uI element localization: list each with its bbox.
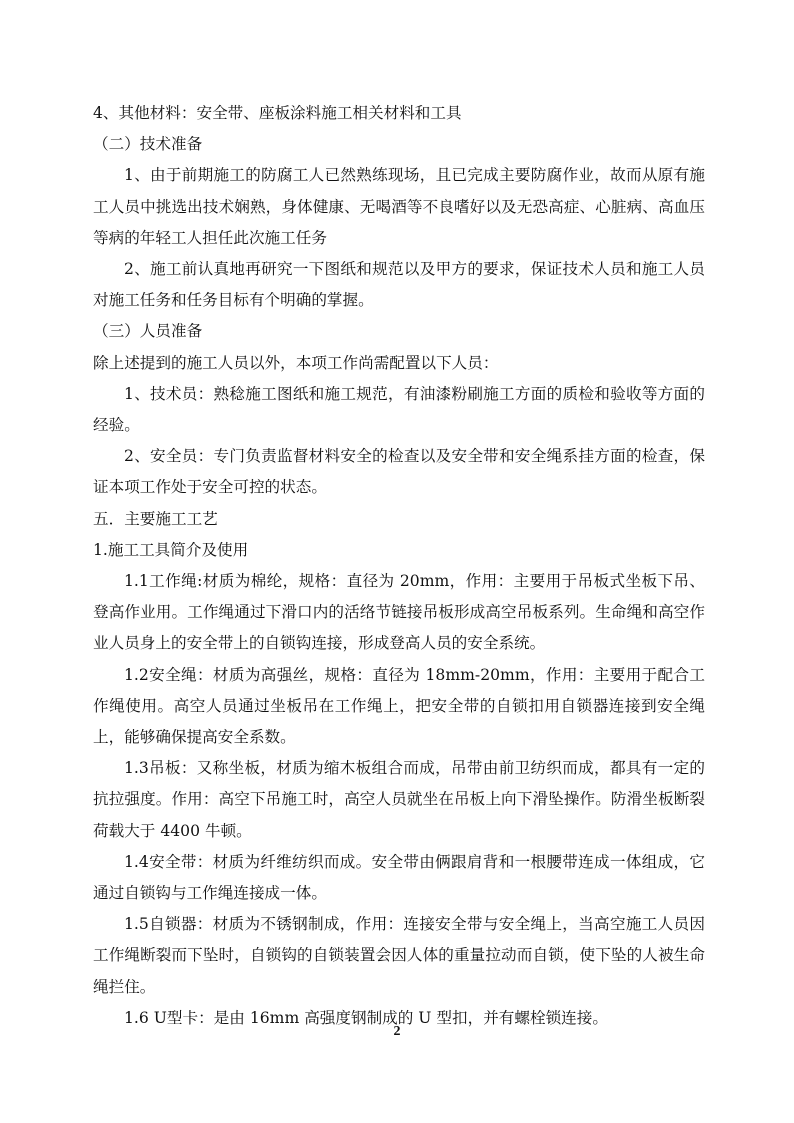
- tech-prep-item-1: 1、由于前期施工的防腐工人已然熟练现场，且已完成主要防腐作业，故而从原有施工人员中挑选出技术娴熟，身体健康、无喝酒等不良嗜好以及无恐高症、心脏病、高血压等病的年轻工人担任此次施工任务: [93, 166, 705, 247]
- tool-safety-rope: 1.2安全绳：材质为高强丝，规格：直径为 18mm-20mm，作用：主要用于配合工作绳使用。高空人员通过坐板吊在工作绳上，把安全带的自锁扣用自锁器连接到安全绳上，能够确保提高安全系数。: [93, 665, 705, 747]
- page-number: 2: [393, 1024, 401, 1039]
- tool-working-rope: 1.1工作绳:材质为棉纶，规格：直径为 20mm，作用：主要用于吊板式坐板下吊、登高作业用。工作绳通过下滑口内的活络节链接吊板形成高空吊板系列。生命绳和高空作业人员身上的安全带上的自锁钩连接，形成登高人员的安全系统。: [93, 572, 705, 653]
- personnel-item-safety-officer: 2、安全员：专门负责监督材料安全的检查以及安全带和安全绳系挂方面的检查，保证本项工作处于安全可控的状态。: [93, 447, 705, 497]
- section-personnel-preparation: （三）人员准备: [93, 322, 203, 341]
- subsection-tools-intro: 1.施工工具简介及使用: [93, 540, 249, 559]
- personnel-intro: 除上述提到的施工人员以外，本项工作尚需配置以下人员：: [93, 353, 499, 372]
- section-main-construction-process: 五．主要施工工艺: [93, 509, 218, 528]
- tool-safety-belt: 1.4安全带：材质为纤维纺织而成。安全带由俩跟肩背和一根腰带连成一体组成，它通过自锁钩与工作绳连接成一体。: [93, 852, 705, 903]
- tool-u-clamp: 1.6 U型卡：是由 16mm 高强度钢制成的 U 型扣，并有螺栓锁连接。: [124, 1008, 608, 1027]
- tech-prep-item-2: 2、施工前认真地再研究一下图纸和规范以及甲方的要求，保证技术人员和施工人员对施工任务和任务目标有个明确的掌握。: [93, 260, 705, 310]
- item-other-materials: 4、其他材料：安全带、座板涂料施工相关材料和工具: [93, 104, 462, 122]
- tool-self-locking-device: 1.5自锁器：材质为不锈钢制成，作用：连接安全带与安全绳上，当高空施工人员因工作绳断裂而下坠时，自锁钩的自锁装置会因人体的重量拉动而自锁，使下坠的人被生命绳拦住。: [93, 915, 705, 996]
- section-technical-preparation: （二）技术准备: [93, 135, 203, 154]
- personnel-item-technician: 1、技术员：熟稔施工图纸和施工规范，有油漆粉刷施工方面的质检和验收等方面的经验。: [93, 384, 705, 435]
- document-body: [93, 98, 705, 1034]
- tool-hanging-board: 1.3吊板：又称坐板，材质为缩木板组合而成，吊带由前卫纺织而成，都具有一定的抗拉强度。作用：高空下吊施工时，高空人员就坐在吊板上向下滑坠操作。防滑坐板断裂荷载大于 4400 牛顿。: [93, 759, 705, 840]
